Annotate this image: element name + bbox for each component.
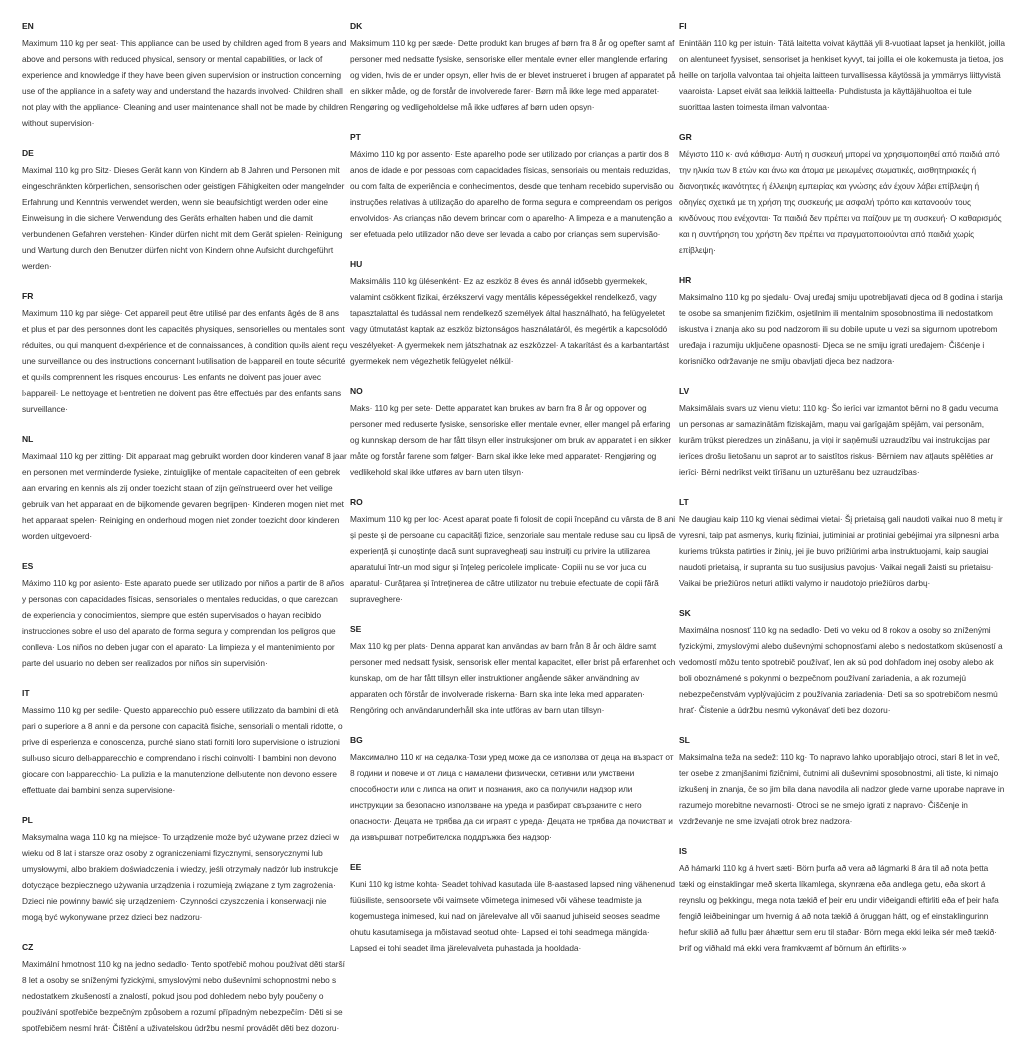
language-section-en [22, 20, 348, 131]
safety-text: Maximum 110 kg par siège· Cet appareil peut être utilisé par des enfants âgés de 8 ans et plus et par des personnes dont les capacités physiques, sensorielles ou mentales sont réduites, ou qui manquent d›expérience et de connaissances, à condition qu›ils aient reçu une surveillance ou des instructions concernant l›utilisation de l›appareil en toute sécurité et qu›ils comprennent les risques encourus· Les enfants ne doivent pas jouer avec l›appareil· Le nettoyage et l›entretien ne doivent pas être effectués par des enfants sans surveillance· [22, 308, 348, 414]
safety-text: Maksimális 110 kg ülésenként· Ez az eszköz 8 éves és annál idősebb gyermekek, valamint csökkent fizikai, érzékszervi vagy mentális képességekkel rendelkező, vagy tapasztalattal és tudással nem rendelkező személyek által használható, ha felügyeletet vagy útmutatást kaptak az eszköz biztonságos használatáról, és megértik a kapcsolódó veszélyeket· A gyermekek nem játszhatnak az eszközzel· A takarítást és a karbantartást gyermekek nem végezhetik felügyelet nélkül· [350, 276, 669, 366]
safety-text: Maksimum 110 kg per sæde· Dette produkt kan bruges af børn fra 8 år og opefter samt af personer med nedsatte fysiske, sensoriske eller mentale evner eller manglende erfaring og viden, hvis de er under opsyn, eller hvis de er blevet instrueret i brugen af apparatet på en sikker måde, og de forstår de involverede farer· Børn må ikke lege med apparatet· Rengøring og vedligeholdelse må ikke udføres af børn uden opsyn· [350, 38, 676, 112]
safety-text: Maximum 110 kg per seat· This appliance can be used by children aged from 8 years and above and persons with reduced physical, sensory or mental capabilities, or lack of experience and knowledge if they have been given supervision or instruction concerning use of the appliance in a safety way and understand the hazards involved· Children shall not play with the appliance· Cleaning and user maintenance shall not be made by children without supervision· [22, 38, 348, 128]
safety-text: Maximální hmotnost 110 kg na jedno sedadlo· Tento spotřebič mohou používat děti starší 8 let a osoby se sníženými fyzickými, smyslovými nebo duševními schopnostmi nebo s nedostatkem zkušeností a znalostí, pokud jsou pod dohledem nebo byly poučeny o používání spotřebiče bezpečným způsobem a rozumí případným nebezpečím· Děti si se spotřebičem nesmí hrát· Čištění a uživatelskou údržbu nesmí provádět děti bez dozoru· [22, 959, 345, 1033]
language-section-fi [679, 20, 1005, 115]
safety-text: Að hámarki 110 kg á hvert sæti· Börn þurfa að vera að lágmarki 8 ára til að nota þetta tæki og einstaklingar með skerta líkamlega, skynræna eða andlega getu, eða skort á reynslu og þekkingu, mega nota tækið ef þeir eru undir viðeigandi eftirliti eða ef þeir hafa fengið leiðbeiningar um hvernig á að nota tækið á öruggan hátt, og ef einstaklingurinn hefur skilið að fullu þær áhættur sem eru til staðar· Börn mega ekki leika sér með tækið· Þrif og viðhald má ekki vera framkvæmt af börnum án eftirlits·» [679, 863, 999, 953]
safety-text: Maksymalna waga 110 kg na miejsce· To urządzenie może być używane przez dzieci w wieku od 8 lat i starsze oraz osoby z ograniczeniami fizycznymi, sensorycznymi lub umysłowymi, albo brakiem doświadczenia i wiedzy, jeśli otrzymały nadzór lub instrukcje dotyczące bezpiecznego używania urządzenia i rozumieją związane z tym zagrożenia· Dzieci nie powinny bawić się urządzeniem· Czynności czyszczenia i konserwacji nie mogą być wykonywane przez dzieci bez nadzoru· [22, 832, 340, 922]
safety-text: Maksimalno 110 kg po sjedalu· Ovaj uređaj smiju upotrebljavati djeca od 8 godina i starija te osobe sa smanjenim fizičkim, osjetilnim ili mentalnim sposobnostima ili nedostatkom iskustva i znanja ako su pod nadzorom ili su dobile upute u vezi sa sigurnom upotrebom uređaja i razumiju uključene opasnosti· Djeca se ne smiju igrati uređajem· Čišćenje i korisničko održavanje ne smiju obavljati djeca bez nadzora· [679, 292, 1003, 366]
safety-text: Maksimalna teža na sedež: 110 kg· To napravo lahko uporabljajo otroci, stari 8 let in več, ter osebe z zmanjšanimi fizičnimi, čutnimi ali duševnimi sposobnostmi, ali tiste, ki nimajo izkušenj in znanja, če so jim bila dana navodila ali nadzor glede varne uporabe naprave in razumejo morebitne nevarnosti· Otroci se ne smejo igrati z napravo· Čiščenje in vzdrževanje ne sme izvajati otrok brez nadzora· [679, 752, 1005, 826]
column-left [22, 20, 348, 1052]
language-code: HU [350, 259, 363, 269]
safety-text: Máximo 110 kg por asiento· Este aparato puede ser utilizado por niños a partir de 8 años y personas con capacidades físicas, sensoriales o mentales reducidas, o que carezcan de experiencia y conocimientos, siempre que estén supervisados o hayan recibido instrucciones sobre el uso del aparato de forma segura y comprendan los peligros que conlleva· Los niños no deben jugar con el aparato· La limpieza y el mantenimiento por parte del usuario no deben ser realizados por niños sin supervisión· [22, 578, 344, 668]
language-code: SE [350, 624, 362, 634]
language-section-cz [22, 941, 348, 1036]
safety-text: Max 110 kg per plats· Denna apparat kan användas av barn från 8 år och äldre samt personer med nedsatt fysisk, sensorisk eller mental kapacitet, eller brist på erfarenhet och kunskap, om de har fått tillsyn eller instruktioner angående säker användning av apparaten och förstår de involverade riskerna· Barn ska inte leka med apparaten· Rengöring och användarunderhåll ska inte utföras av barn utan tillsyn· [350, 641, 676, 715]
language-code: EN [22, 21, 34, 31]
language-section-lv [679, 385, 1005, 480]
language-code: CZ [22, 942, 34, 952]
language-code: EE [350, 862, 362, 872]
language-section-sk [679, 607, 1005, 718]
language-section-nl [22, 433, 348, 544]
language-code: NO [350, 386, 363, 396]
safety-text: Maximum 110 kg per loc· Acest aparat poate fi folosit de copii începând cu vârsta de 8 ani și peste și de persoane cu capacități fizice, senzoriale sau mentale reduse sau cu lipsă de experiență și cunoștințe dacă sunt supravegheați sau instruiți cu privire la utilizarea aparatului într-un mod sigur și înțeleg pericolele implicate· Copiii nu se vor juca cu aparatul· Curățarea și întreținerea de către utilizator nu trebuie efectuate de copii fără supraveghere· [350, 514, 676, 604]
language-code: NL [22, 434, 34, 444]
language-code: LT [679, 497, 689, 507]
language-code: FR [22, 291, 34, 301]
language-section-bg [350, 734, 676, 845]
language-code: DK [350, 21, 363, 31]
safety-text: Massimo 110 kg per sedile· Questo apparecchio può essere utilizzato da bambini di età pari o superiore a 8 anni e da persone con capacità fisiche, sensoriali o mentali ridotte, o prive di esperienza e conoscenza, purché siano stati forniti loro supervisione o istruzioni sull›uso sicuro dell›apparecchio e comprendano i rischi coinvolti· I bambini non devono giocare con l›apparecchio· La pulizia e la manutenzione dell›utente non devono essere effettuate dai bambini senza supervisione· [22, 705, 343, 795]
language-section-pt [350, 131, 676, 242]
language-code: SK [679, 608, 691, 618]
language-section-gr [679, 131, 1005, 258]
safety-text: Máximo 110 kg por assento· Este aparelho pode ser utilizado por crianças a partir dos 8 anos de idade e por pessoas com capacidades físicas, sensoriais ou mentais reduzidas, ou com falta de experiência e conhecimentos, desde que tenham recebido supervisão ou instruções relativas à utilização do aparelho de forma segura e compreendam os perigos envolvidos· As crianças não devem brincar com o aparelho· A limpeza e a manutenção a ser efetuada pelo utilizador não deve ser levada a cabo por crianças sem supervisão· [350, 149, 674, 239]
language-section-it [22, 687, 348, 798]
language-code: RO [350, 497, 363, 507]
language-section-hr [679, 274, 1005, 369]
language-section-fr [22, 290, 348, 417]
language-section-de [22, 147, 348, 274]
safety-text: Enintään 110 kg per istuin· Tätä laitetta voivat käyttää yli 8-vuotiaat lapset ja henkilöt, joilla on alentuneet fyysiset, sensoriset ja henkiset kyvyt, tai joilla ei ole kokemusta ja tietoa, jos heille on tarjolla valvontaa tai ohjeita laitteen turvallisessa käytössä ja ymmärrys liittyvistä vaaroista· Lapset eivät saa leikkiä laitteella· Puhdistusta ja käyttäjähuoltoa ei tule suorittaa lasten toimesta ilman valvontaa· [679, 38, 1005, 112]
language-section-sl [679, 734, 1005, 829]
safety-text: Maximaal 110 kg per zitting· Dit apparaat mag gebruikt worden door kinderen vanaf 8 jaar en personen met verminderde fysieke, zintuiglijke of mentale capaciteiten of een gebrek aan ervaring en kennis als zij onder toezicht staan of zijn geïnstrueerd over het veilige gebruik van het apparaat en de bijkomende gevaren begrijpen· Kinderen mogen niet met het apparaat spelen· Reiniging en onderhoud mogen niet zonder toezicht door kinderen worden uitgevoerd· [22, 451, 347, 541]
safety-text: Maximálna nosnosť 110 kg na sedadlo· Deti vo veku od 8 rokov a osoby so zníženými fyzickými, zmyslovými alebo duševnými schopnosťami alebo s nedostatkom skúseností a vedomostí môžu tento spotrebič používať, len ak sú pod dohľadom inej osoby alebo ak boli oboznámené s pokynmi o bezpečnom používaní zariadenia, a ak rozumejú nebezpečenstvám vyplývajúcim z používania zariadenia· Deti sa so spotrebičom nesmú hrať· Čistenie a údržbu nesmú vykonávať deti bez dozoru· [679, 625, 1003, 715]
language-section-dk [350, 20, 676, 115]
column-right [679, 20, 1005, 972]
language-code: HR [679, 275, 692, 285]
language-code: IT [22, 688, 30, 698]
language-section-is [679, 845, 1005, 956]
language-code: ES [22, 561, 34, 571]
language-section-lt [679, 496, 1005, 591]
safety-text: Μέγιστο 110 κ· ανά κάθισμα· Αυτή η συσκευή μπορεί να χρησιμοποιηθεί από παιδιά από την ηλικία των 8 ετών και άνω και άτομα με μειωμένες σωματικές, αισθητηριακές ή διανοητικές ικανότητες ή έλλειψη εμπειρίας και γνώσης εάν έχουν λάβει επίβλεψη ή οδηγίες σχετικά με τη χρήση της συσκευής με ασφαλή τρόπο και κατανοούν τους κινδύνους που ενέχονται· Τα παιδιά δεν πρέπει να παίζουν με τη συσκευή· Ο καθαρισμός και η συντήρηση του χρήστη δεν πρέπει να πραγματοποιούνται από παιδιά χωρίς επίβλεψη· [679, 149, 1002, 255]
language-section-ro [350, 496, 676, 607]
language-section-es [22, 560, 348, 671]
language-code: DE [22, 148, 34, 158]
language-code: PL [22, 815, 33, 825]
language-code: FI [679, 21, 687, 31]
language-section-hu [350, 258, 676, 369]
language-code: PT [350, 132, 361, 142]
language-code: SL [679, 735, 690, 745]
safety-text: Ne daugiau kaip 110 kg vienai sėdimai vietai· Šį prietaisą gali naudoti vaikai nuo 8 metų ir vyresni, taip pat asmenys, kurių fiziniai, jutiminiai ar protiniai gebėjimai yra silpnesni arba kuriems trūksta patirties ir žinių, jei jie buvo prižiūrimi arba instruktuojami, kaip saugiai naudoti prietaisą, ir suprantа su tuo susijusius pavojus· Vaikai negali žaisti su prietaisu· Vaikai be priežiūros neturi atlikti valymo ir naudotojo priežiūros darbų· [679, 514, 1003, 588]
language-section-pl [22, 814, 348, 925]
safety-text: Максимално 110 кг на седалка·Този уред може да се използва от деца на възраст от 8 години и повече и от лица с намалени физически, сетивни или умствени способности или с липса на опит и познания, ако са получили надзор или инструкции за безопасно използване на уреда и разбират свързаните с него опасности· Децата не трябва да си играят с уреда· Децата не трябва да почистват и да извършват потребителска поддръжка без надзор· [350, 752, 674, 842]
language-section-no [350, 385, 676, 480]
language-section-se [350, 623, 676, 718]
language-code: GR [679, 132, 692, 142]
safety-text: Kuni 110 kg istme kohta· Seadet tohivad kasutada üle 8-aastased lapsed ning vähenenud füüsiliste, sensoorsete või vaimsete võimetega inimesed või vähese teadmiste ja kogemustega inimesed, kui nad on järelevalve all või saanud juhiseid seoses seadme ohutu kasutamisega ja mõistavad seotud ohte· Lapsed ei tohi seadmega mängida· Lapsed ei tohi seadet ilma järelevalveta puhastada ja hooldada· [350, 879, 675, 953]
column-middle [350, 20, 676, 972]
safety-text: Maks· 110 kg per sete· Dette apparatet kan brukes av barn fra 8 år og oppover og personer med reduserte fysiske, sensoriske eller mentale evner, eller mangel på erfaring og kunnskap dersom de har fått tilsyn eller instruksjoner om bruk av apparatet i en sikker måte og forstår farene som følger· Barn skal ikke leke med apparatet· Rengjøring og vedlikehold skal ikke utføres av barn uten tilsyn· [350, 403, 672, 477]
safety-text: Maximal 110 kg pro Sitz· Dieses Gerät kann von Kindern ab 8 Jahren und Personen mit eingeschränkten körperlichen, sensorischen oder geistigen Fähigkeiten oder mangelnder Erfahrung und Kenntnis verwendet werden, wenn sie beaufsichtigt werden oder eine Einweisung in die sichere Verwendung des Geräts erhalten haben und die damit verbundenen Gefahren verstehen· Kinder dürfen nicht mit dem Gerät spielen· Reinigung und Wartung durch den Benutzer dürfen nicht von Kindern ohne Aufsicht durchgeführt werden· [22, 165, 345, 271]
language-code: IS [679, 846, 688, 856]
language-code: LV [679, 386, 690, 396]
language-code: BG [350, 735, 363, 745]
safety-text: Maksimālais svars uz vienu vietu: 110 kg· Šo ierīci var izmantot bērni no 8 gadu vecuma un personas ar samazinātām fiziskajām, maņu vai garīgajām spējām, vai personām, kurām trūkst pieredzes un zināšanu, ja viņi ir saņēmuši uzraudzību vai instrukcijas par ierīces drošu lietošanu un saprot ar to saistītos riskus· Bērniem nav atļauts spēlēties ar ierīci· Bērni nedrīkst veikt tīrīšanu un uzturēšanu bez uzraudzības· [679, 403, 999, 477]
language-section-ee [350, 861, 676, 956]
